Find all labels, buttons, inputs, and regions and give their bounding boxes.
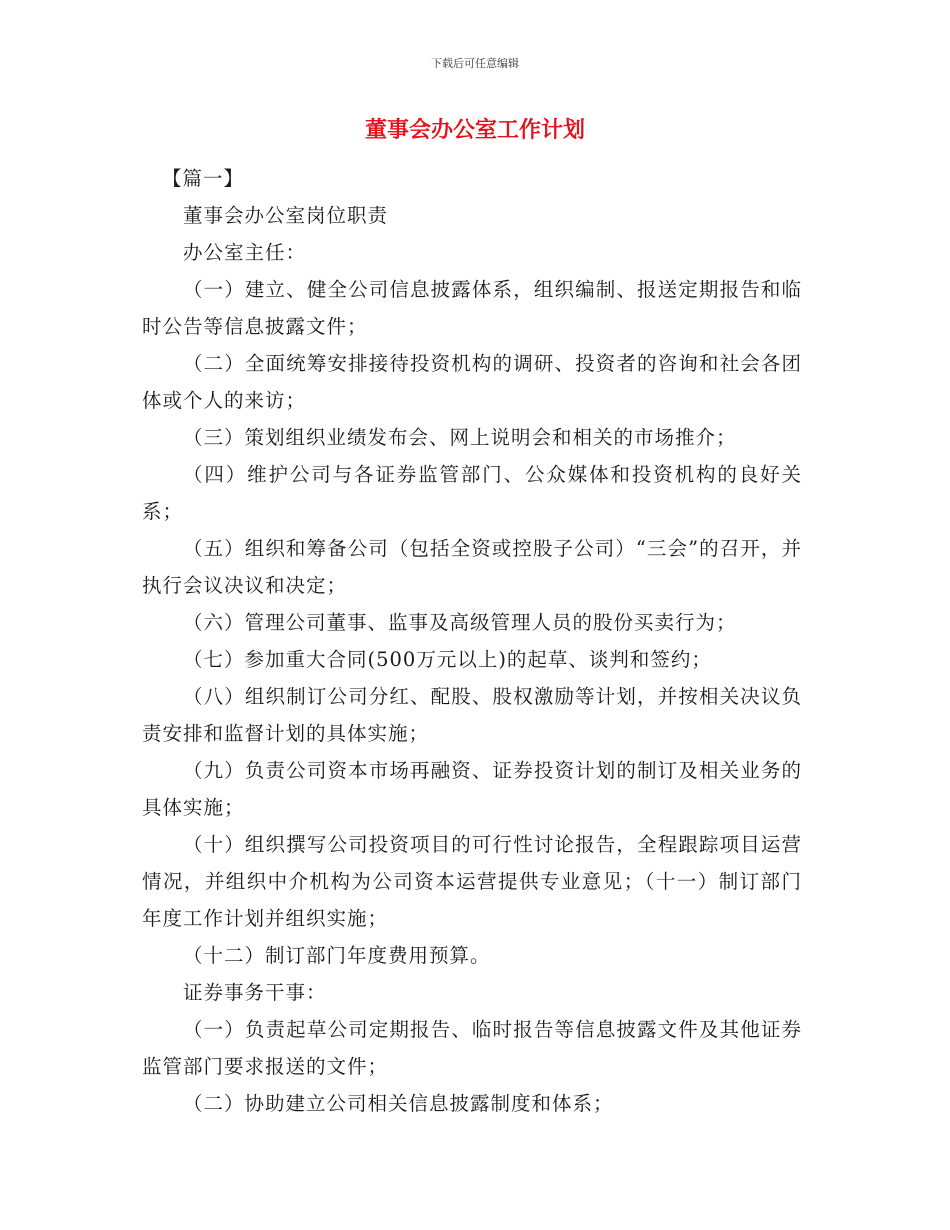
paragraph: （十）组织撰写公司投资项目的可行性讨论报告，全程跟踪项目运营情况，并组织中介机构为公司资本运营提供专业意见；（十一）制订部门年度工作计划并组织实施； — [142, 833, 802, 930]
paragraph: （七）参加重大合同(500万元以上)的起草、谈判和签约； — [183, 648, 712, 671]
paragraph: （三）策划组织业绩发布会、网上说明会和相关的市场推介； — [183, 426, 737, 449]
document-title: 董事会办公室工作计划 — [364, 118, 585, 143]
subsection-heading: 董事会办公室岗位职责 — [183, 204, 389, 227]
paragraph: （四）维护公司与各证券监管部门、公众媒体和投资机构的良好关系； — [142, 463, 802, 523]
role-heading: 证券事务干事： — [183, 981, 327, 1004]
document-body — [142, 160, 802, 1122]
header-note: 下载后可任意编辑 — [431, 57, 519, 70]
paragraph: （五）组织和筹备公司（包括全资或控股子公司）“三会”的召开，并执行会议决议和决定； — [142, 537, 802, 597]
role-heading: 办公室主任： — [183, 241, 307, 264]
paragraph: （十二）制订部门年度费用预算。 — [183, 944, 491, 967]
paragraph: （一）建立、健全公司信息披露体系，组织编制、报送定期报告和临时公告等信息披露文件； — [142, 278, 802, 338]
paragraph: （二）协助建立公司相关信息披露制度和体系； — [183, 1092, 614, 1115]
paragraph: （二）全面统筹安排接待投资机构的调研、投资者的咨询和社会各团体或个人的来访； — [142, 352, 802, 412]
paragraph: （八）组织制订公司分红、配股、股权激励等计划，并按相关决议负责安排和监督计划的具体实施； — [142, 685, 802, 745]
paragraph: （六）管理公司董事、监事及高级管理人员的股份买卖行为； — [183, 611, 737, 634]
section-heading: 【篇一】 — [162, 167, 245, 190]
paragraph: （一）负责起草公司定期报告、临时报告等信息披露文件及其他证券监管部门要求报送的文件； — [142, 1018, 802, 1078]
paragraph: （九）负责公司资本市场再融资、证券投资计划的制订及相关业务的具体实施； — [142, 759, 802, 819]
